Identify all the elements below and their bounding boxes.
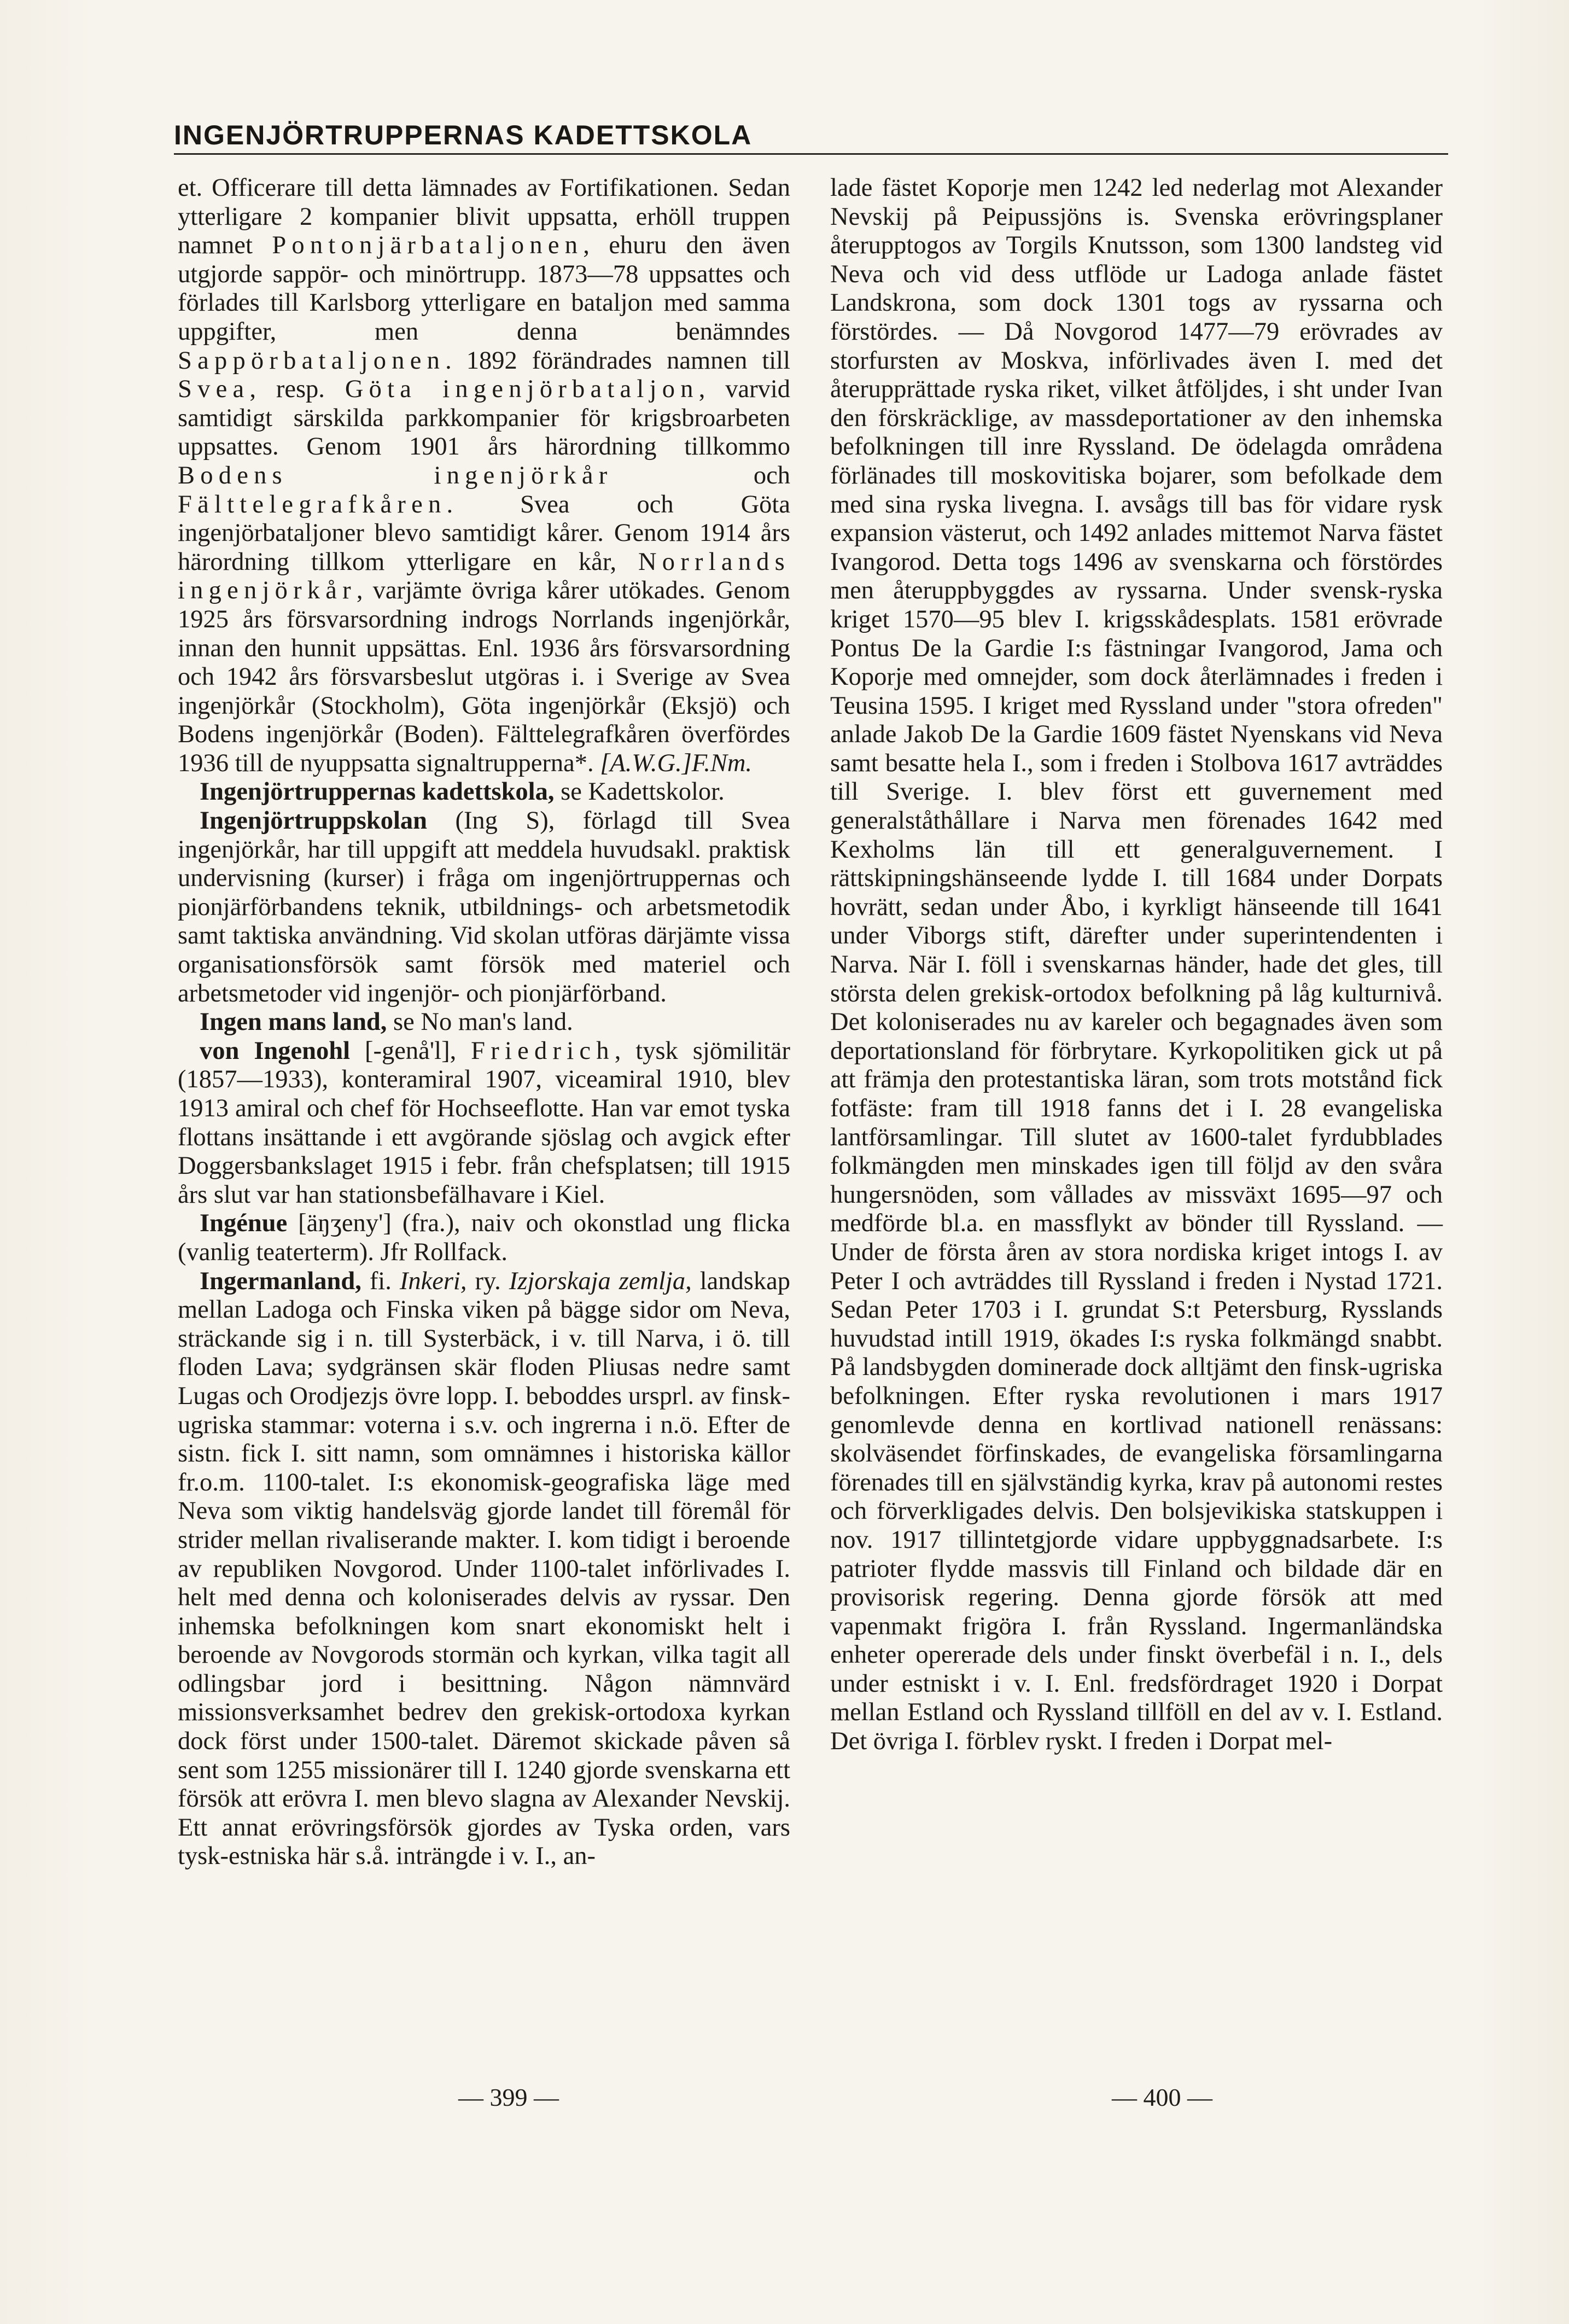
running-head: INGENJÖRTRUPPERNAS KADETTSKOLA — [174, 120, 753, 150]
author-signature: [A.W.G.]F.Nm. — [600, 749, 753, 777]
entry-kadettskola: Ingenjörtruppernas kadettskola, se Kadettskolor. — [200, 778, 725, 806]
entry-ingenjortruppskolan: Ingenjörtruppskolan (Ing S), förlagd till Svea ingenjörkår, har till uppgift att meddela huvudsakl. praktisk undervisning (kurser) i fråga om ingenjörtruppernas och pionjärförbandens teknik, utbildnings- och arbetsmetodik samt taktiska användning. Vid skolan utföras därjämte vissa organisationsförsök samt försök med materiel och arbetsmetoder vid ingenjör- och pionjärförband. — [178, 807, 790, 1007]
entry-ingermanland: Ingermanland, fi. Inkeri, ry. Izjorskaja zemlja, landskap mellan Ladoga och Finska viken på bägge sidor om Neva, sträckande sig i n. till Systerbäck, i v. till Narva, i ö. till floden Lava; sydgränsen skär floden Pliusas nedre samt Lugas och Orodjezjs övre lopp. I. beboddes ursprl. av finsk-ugriska stammar: voterna i s.v. och ingrerna i n.ö. Efter de sistn. fick I. sitt namn, som omnämnes i historiska källor fr.o.m. 1100-talet. I:s ekonomisk-geografiska läge med Neva som viktig handelsväg gjorde landet till föremål för strider mellan rivaliserande makter. I. kom tidigt i beroende av republiken Novgorod. Under 1100-talet införlivades I. helt med denna och koloniserades delvis av ryssar. Den inhemska befolkningen kom snart ekonomiskt helt i beroende av Novgorods stormän och kyrkan, vilka tagit all odlingsbar jord i besittning. Någon nämnvärd missionsverksamhet bedrev den grekisk-ortodoxa kyrkan dock först under 1500-talet. Däremot skickade påven så sent som 1255 missionärer till I. 1240 gjorde svenskarna ett försök att erövra I. men blevo slagna av Alexander Nevskij. Ett annat erövringsförsök gjordes av Tyska orden, vars tysk-estniska här s.å. inträngde i v. I., an- — [178, 1267, 791, 1871]
entry-von-ingenohl: von Ingenohl [-genå'l], Friedrich, tysk sjömilitär (1857—1933), konteramiral 1907, viceamiral 1910, blev 1913 amiral och chef för Hochseeflotte. Han var emot tyska flottans insättande i ett avgörande sjöslag och avgick efter Doggersbankslaget 1915 i febr. från chefsplatsen; till 1915 års slut var han stationsbefälhavare i Kiel. — [178, 1036, 791, 1209]
header-rule — [174, 153, 1448, 155]
left-column — [178, 174, 790, 1871]
right-column — [830, 174, 1443, 1756]
headword: Ingermanland, — [200, 1267, 361, 1295]
entry-ingenue: Ingénue [äŋʒeny'] (fra.), naiv och okonstlad ung flicka (vanlig teaterterm). Jfr Rollfack. — [178, 1209, 790, 1266]
headword: Ingenjörtruppskolan — [200, 807, 428, 835]
headword: Ingenjörtruppernas kadettskola, — [200, 778, 555, 806]
headword: Ingen mans land, — [200, 1008, 387, 1036]
headword: von Ingenohl — [200, 1036, 351, 1065]
page-number-left: — 399 — — [458, 2083, 559, 2111]
headword: Ingénue — [200, 1209, 288, 1238]
entry-ingermanland-continued: lade fästet Koporje men 1242 led nederlag mot Alexander Nevskij på Peipussjöns is. Svenska erövringsplaner återupptogos av Torgils Knutsson, som 1300 landsteg vid Neva och vid dess utflöde ur Ladoga anlade fästet Landskrona, som dock 1301 togs av ryssarna och förstördes. — Då Novgorod 1477—79 erövrades av storfursten av Moskva, införlivades även I. med det återupprättade ryska riket, vilket åtföljdes, i sht under Ivan den förskräcklige, av massdeportationer av den inhemska befolkningen till inre Ryssland. De ödelagda områdena förlänades till moskovitiska bojarer, som befolkade dem med sina ryska livegna. I. avsågs till bas för vidare rysk expansion västerut, och 1492 anlades mittemot Narva fästet Ivangorod. Detta togs 1496 av svenskarna och förstördes men återuppbyggdes av ryssarna. Under svensk-ryska kriget 1570—95 blev I. krigsskådesplats. 1581 erövrade Pontus De la Gardie I:s fästningar Ivangorod, Jama och Koporje med omnejder, som dock återlämnades i freden i Teusina 1595. I kriget med Ryssland under "stora ofreden" anlade Jakob De la Gardie 1609 fästet Nyenskans vid Neva samt besatte hela I., som i freden i Stolbova 1617 avträddes till Sverige. I. blev först ett guvernement med generalståthållare i Narva men förenades 1642 med Kexholms län till ett generalguvernement. I rättskipningshänseende lydde I. till 1684 under Dorpats hovrätt, sedan under Åbo, i kyrkligt hänseende till 1641 under Viborgs stift, därefter under superintendenten i Narva. När I. föll i svenskarnas händer, hade det gles, till största delen grekisk-ortodox befolkning på låg kulturnivå. Det koloniserades nu av kareler och begagnades även som deportationsland för förbrytare. Kyrkopolitiken gick ut på att främja den protestantiska läran, som trots motstånd fick fotfäste: fram till 1918 fanns det i I. 28 evangeliska lantförsamlingar. Till slutet av 1600-talet fyrdubblades folkmängden men minskades igen till följd av den svåra hungersnöden, som vållades av missväxt 1695—97 och medförde bl.a. en massflykt av bönder till Ryssland. — Under de första åren av stora nordiska kriget intogs I. av Peter I och avträddes till Ryssland i freden i Nystad 1721. Sedan Peter 1703 i I. grundat S:t Petersburg, Rysslands huvudstad intill 1919, ökades I:s ryska folkmängd snabbt. På landsbygden dominerade dock alltjämt den finsk-ugriska befolkningen. Efter ryska revolutionen i mars 1917 genomlevde denna en kortlivad nationell renässans: skolväsendet förfinskades, de evangeliska församlingarna förenades till en självständig kyrka, krav på autonomi restes och förverkligades delvis. Den bolsjevikiska statskuppen i nov. 1917 tillintetgjorde vidare uppbyggnadsarbete. I:s patrioter flydde massvis till Finland och bildade där en provisorisk regering. Denna gjorde försök att med vapenmakt frigöra I. från Ryssland. Ingermanländska enheter opererade dels under finskt överbefäl i n. I., dels under estniskt i v. I. Enl. fredsfördraget 1920 i Dorpat mellan Estland och Ryssland tillföll en del av v. I. Estland. Det övriga I. förblev ryskt. I freden i Dorpat mel- — [830, 174, 1443, 1756]
page-number-right: — 400 — — [1112, 2083, 1212, 2111]
entry-ingenjortrupper-continued: et. Officerare till detta lämnades av Fortifikationen. Sedan ytterligare 2 kompanier blivit uppsatta, erhöll truppen namnet Pontonjärbataljonen, ehuru den även utgjorde sappör- och minörtrupp. 1873—78 uppsattes och förlades till Karlsborg ytterligare en bataljon med samma uppgifter, men denna benämndes Sappörbataljonen. 1892 förändrades namnen till Svea, resp. Göta ingenjörbataljon, varvid samtidigt särskilda parkkompanier för krigsbroarbeten uppsattes. Genom 1901 års härordning tillkommo Bodens ingenjörkår och Fälttelegrafkåren. Svea och Göta ingenjörbataljoner blevo samtidigt kårer. Genom 1914 års härordning tillkom ytterligare en kår, Norrlands ingenjörkår, varjämte övriga kårer utökades. Genom 1925 års försvarsordning indrogs Norrlands ingenjörkår, innan den hunnit uppsättas. Enl. 1936 års försvarsordning och 1942 års försvarsbeslut utgöras i. i Sverige av Svea ingenjörkår (Stockholm), Göta ingenjörkår (Eksjö) och Bodens ingenjörkår (Boden). Fälttelegrafkåren överfördes 1936 till de nyuppsatta signaltrupperna*. [A.W.G.]F.Nm. — [178, 174, 790, 777]
entry-ingen-mans-land: Ingen mans land, se No man's land. — [200, 1008, 573, 1036]
